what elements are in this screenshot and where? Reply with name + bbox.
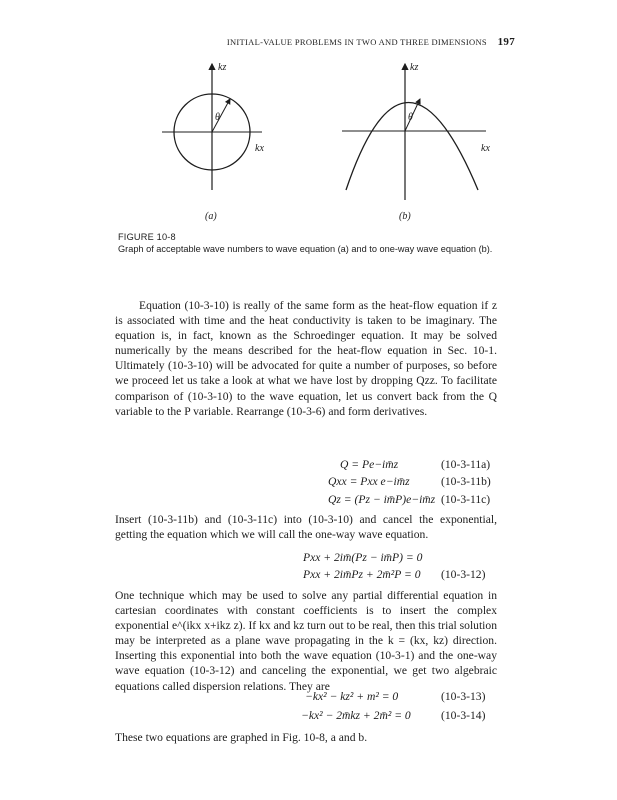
equation-expression: −kx² − 2m̄kz + 2m̄² = 0 <box>301 709 411 722</box>
equation-10-3-11a <box>340 458 398 471</box>
paragraph-3: One technique which may be used to solve any partial differential equation in cartesian coordinates with constant coefficients is to insert the complex exponential e^(ikx x+ikz z). If kx and kz turn out to be real, then this trial solution may be interpreted as a plane wave propagating in the k = (kx, kz) direction. Inserting this exponential into both the wave equation (10-3-1) and the one-way wave equation (10-3-12) and canceling the exponential, we get two algebraic equations called dispersion relations. They are <box>115 589 497 693</box>
equation-tag: (10-3-11a) <box>441 458 491 471</box>
caption-title: FIGURE 10-8 <box>118 232 176 242</box>
figure-caption <box>118 232 508 255</box>
panel-a-kx-label: kx <box>255 143 264 154</box>
paragraph-4: These two equations are graphed in Fig. 10-8, a and b. <box>115 731 368 744</box>
equation-expression: Q = Pe−im̄z <box>340 458 399 471</box>
equation-10-3-14 <box>301 709 411 722</box>
equation-expression: Pxx + 2im̄Pz + 2m̄²P = 0 <box>303 568 421 581</box>
panel-b-graph <box>342 62 490 222</box>
equation-tag: (10-3-13) <box>441 690 486 703</box>
equation-10-3-12 <box>303 568 421 581</box>
caption-text: Graph of acceptable wave numbers to wave equation (a) and to one-way wave equation (b). <box>118 243 493 254</box>
equation-tag-11c <box>441 493 490 506</box>
equation-tag-11a <box>441 458 490 471</box>
panel-a-theta-label: θ <box>215 112 220 123</box>
equation-tag-11b <box>441 475 491 488</box>
paragraph-2: Insert (10-3-11b) and (10-3-11c) into (10-3-10) and cancel the exponential, getting the equation which we will call the one-way wave equation. <box>115 513 497 542</box>
equation-tag-13 <box>441 690 485 703</box>
panel-a-graph <box>162 62 264 222</box>
equation-expression: Qxx = Pxx e−im̄z <box>328 475 410 488</box>
page-number: 197 <box>497 36 515 48</box>
equation-10-3-11b <box>328 475 410 488</box>
panel-a-kz-label: kz <box>218 62 227 73</box>
paragraph-1: Equation (10-3-10) is really of the same form as the heat-flow equation if z is associated with time and the heat conductivity is taken to be imaginary. The equation is, in fact, known as the Schroedinger equation. It may be solved numerically by the means described for the heat-flow equation in Sec. 10-1. Ultimately (10-3-10) will be advocated for quite a number of purposes, so before we proceed let us take a look at what we have lost by dropping Qzz. To facilitate comparison of (10-3-10) to the wave equation, let us convert back from the Q variable to the P variable. Rearrange (10-3-6) and form derivatives. <box>115 299 497 418</box>
panel-b-kx-label: kx <box>481 143 490 154</box>
equation-one-way-a <box>303 551 422 564</box>
equation-tag-12 <box>441 568 485 581</box>
equation-expression: Pxx + 2im̄(Pz − im̄P) = 0 <box>303 551 423 564</box>
panel-b-kz-label: kz <box>410 62 419 73</box>
equation-10-3-13 <box>305 690 398 703</box>
equation-10-3-11c <box>328 493 435 506</box>
equation-tag: (10-3-11b) <box>441 475 491 488</box>
equation-tag: (10-3-11c) <box>441 493 491 506</box>
equation-expression: Qz = (Pz − im̄P)e−im̄z <box>328 493 436 506</box>
equation-tag: (10-3-14) <box>441 709 486 722</box>
panel-a-label: (a) <box>205 211 217 222</box>
panel-b-label: (b) <box>399 211 411 222</box>
equation-tag: (10-3-12) <box>441 568 486 581</box>
equation-expression: −kx² − kz² + m² = 0 <box>305 690 399 703</box>
header-title: INITIAL-VALUE PROBLEMS IN TWO AND THREE DIMENSIONS <box>226 37 487 47</box>
panel-b-theta-label: θ <box>408 112 413 123</box>
equation-tag-14 <box>441 709 485 722</box>
